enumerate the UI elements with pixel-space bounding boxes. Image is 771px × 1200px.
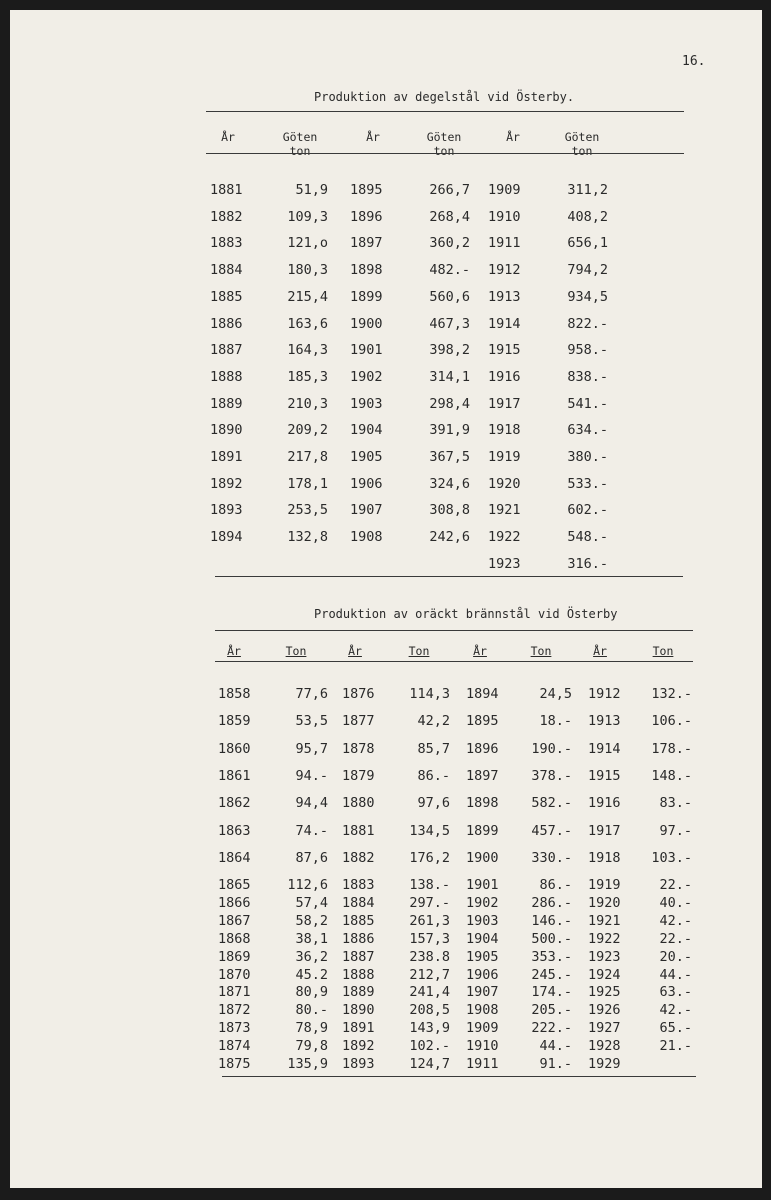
table1-cell: 1881 — [210, 182, 243, 198]
table1-cell: 533.- — [567, 475, 608, 492]
table2-cell: 1870 — [218, 966, 251, 983]
table2-cell: 1869 — [218, 948, 251, 965]
table1-cell: 314,1 — [429, 368, 470, 385]
table1-cell: 1888 — [210, 368, 243, 385]
table1-cell: 209,2 — [287, 422, 328, 439]
table2-cell: 1907 — [466, 984, 499, 1001]
table2-cell: 1889 — [342, 984, 375, 1001]
table1-cell: 164,3 — [287, 342, 328, 359]
table1-cell: 541.- — [567, 395, 608, 412]
table2-cell: 36,2 — [295, 948, 328, 965]
table2-cell: 106.- — [651, 713, 692, 730]
table1-cell: 1923 — [488, 555, 521, 572]
table1-cell: 242,6 — [429, 529, 470, 546]
table2-cell: 83.- — [659, 795, 692, 812]
table2-cell: 53,5 — [295, 713, 328, 730]
table1-cell: 634.- — [567, 422, 608, 439]
table2-cell: 94,4 — [295, 795, 328, 812]
table2-cell: 1861 — [218, 767, 251, 784]
table2-cell: 1901 — [466, 877, 499, 893]
table2-cell: 95,7 — [295, 740, 328, 757]
table1-cell: 1906 — [350, 475, 383, 492]
table2-cell: 1862 — [218, 795, 251, 812]
table1-cell: 1893 — [210, 502, 243, 519]
table2-cell: 286.- — [531, 894, 572, 911]
table2-cell: 1911 — [466, 1056, 499, 1072]
table1-cell: 794,2 — [567, 262, 608, 279]
table1-cell: 163,6 — [287, 315, 328, 332]
table1-cell: 408,2 — [567, 208, 608, 225]
table2-cell: 245.- — [531, 966, 572, 983]
table2-cell: 85,7 — [417, 740, 450, 757]
table2-cell: 1920 — [588, 894, 621, 911]
table2-title: Produktion av oräckt brännstål vid Österby — [314, 607, 618, 621]
table2-cell: 1904 — [466, 930, 499, 947]
table1-header-3-line2: ton — [433, 144, 455, 158]
table1-cell: 1885 — [210, 288, 243, 305]
table2-cell: 74.- — [295, 822, 328, 839]
table2-cell: 1867 — [218, 912, 251, 929]
table1-cell: 298,4 — [429, 395, 470, 412]
table2-cell: 1925 — [588, 984, 621, 1001]
table2-cell: 78,9 — [295, 1020, 328, 1037]
table2-cell: 1922 — [588, 930, 621, 947]
table1-cell: 215,4 — [287, 288, 328, 305]
table2-cell: 1872 — [218, 1002, 251, 1019]
table1-cell: 210,3 — [287, 395, 328, 412]
table1-cell: 1920 — [488, 475, 521, 492]
table2-header-label: Ton — [652, 644, 674, 658]
table1-cell: 1910 — [488, 208, 521, 225]
table2-cell: 146.- — [531, 912, 572, 929]
table2-cell: 58,2 — [295, 912, 328, 929]
table2-cell: 21.- — [659, 1038, 692, 1055]
table2-cell: 87,6 — [295, 849, 328, 866]
table2-cell: 190.- — [531, 740, 572, 757]
table1-cell: 1903 — [350, 395, 383, 412]
table1-cell: 1884 — [210, 262, 243, 279]
table2-cell: 91.- — [539, 1056, 572, 1072]
table2-cell: 205.- — [531, 1002, 572, 1019]
table2-cell: 24,5 — [539, 686, 572, 702]
table1-header-0-line1: År — [221, 130, 235, 144]
table2-cell: 44.- — [539, 1038, 572, 1055]
table2-cell: 1884 — [342, 894, 375, 911]
table2-cell: 1865 — [218, 877, 251, 893]
table1-cell: 51,9 — [295, 182, 328, 198]
table2-cell: 1863 — [218, 822, 251, 839]
table1-cell: 132,8 — [287, 529, 328, 546]
table1-cell: 121,o — [287, 235, 328, 252]
table2-header-label: År — [348, 644, 362, 658]
table2-cell: 1903 — [466, 912, 499, 929]
table1-cell: 838.- — [567, 368, 608, 385]
table1-cell: 1890 — [210, 422, 243, 439]
table1-cell: 560,6 — [429, 288, 470, 305]
table2-cell: 1877 — [342, 713, 375, 730]
table2-cell: 42.- — [659, 1002, 692, 1019]
table2-header-label: Ton — [408, 644, 430, 658]
table2-header-label: Ton — [285, 644, 307, 658]
table2-cell: 1858 — [218, 686, 251, 702]
table2-cell: 1919 — [588, 877, 621, 893]
page-number: 16. — [682, 54, 706, 69]
table2-cell: 1915 — [588, 767, 621, 784]
table2-cell: 1864 — [218, 849, 251, 866]
table2-cell: 174.- — [531, 984, 572, 1001]
table2-cell: 1887 — [342, 948, 375, 965]
table1-cell: 1900 — [350, 315, 383, 332]
table1-cell: 266,7 — [429, 182, 470, 198]
table1-title: Produktion av degelstål vid Österby. — [314, 90, 575, 104]
table2-cell: 42,2 — [417, 713, 450, 730]
table1-cell: 1883 — [210, 235, 243, 252]
table1-cell: 253,5 — [287, 502, 328, 519]
table1-cell: 602.- — [567, 502, 608, 519]
table2-cell: 241,4 — [409, 984, 450, 1001]
table1-header-5-line2: ton — [571, 144, 593, 158]
table2-cell: 148.- — [651, 767, 692, 784]
table2-cell: 1921 — [588, 912, 621, 929]
table2-cell: 238.8 — [409, 948, 450, 965]
table2-cell: 222.- — [531, 1020, 572, 1037]
table2-cell: 1896 — [466, 740, 499, 757]
table1-cell: 367,5 — [429, 449, 470, 465]
table2-cell: 1890 — [342, 1002, 375, 1019]
table1-cell: 217,8 — [287, 449, 328, 465]
table2-cell: 1892 — [342, 1038, 375, 1055]
document-page — [10, 10, 762, 1188]
table1-cell: 958.- — [567, 342, 608, 359]
table2-cell: 176,2 — [409, 849, 450, 866]
table2-header-7 — [633, 645, 693, 657]
table1-cell: 1896 — [350, 208, 383, 225]
table1-cell: 178,1 — [287, 475, 328, 492]
table2-header-6 — [570, 645, 630, 657]
table2-cell: 1900 — [466, 849, 499, 866]
table1-cell: 380.- — [567, 449, 608, 465]
table1-cell: 1908 — [350, 529, 383, 546]
table1-cell: 324,6 — [429, 475, 470, 492]
table1-cell: 1919 — [488, 449, 521, 465]
table2-cell: 1918 — [588, 849, 621, 866]
table2-cell: 86.- — [417, 767, 450, 784]
table1-cell: 1921 — [488, 502, 521, 519]
table2-cell: 1916 — [588, 795, 621, 812]
table1-header-1-line1: Göten — [282, 130, 318, 144]
table2-cell: 1908 — [466, 1002, 499, 1019]
table1-cell: 656,1 — [567, 235, 608, 252]
table2-cell: 1891 — [342, 1020, 375, 1037]
table2-cell: 143,9 — [409, 1020, 450, 1037]
table2-cell: 1879 — [342, 767, 375, 784]
table1-cell: 1913 — [488, 288, 521, 305]
table2-cell: 138.- — [409, 877, 450, 893]
table1-cell: 109,3 — [287, 208, 328, 225]
table2-cell: 582.- — [531, 795, 572, 812]
table2-cell: 94.- — [295, 767, 328, 784]
table2-cell: 378.- — [531, 767, 572, 784]
table1-cell: 1916 — [488, 368, 521, 385]
table1-cell: 1907 — [350, 502, 383, 519]
table2-cell: 97,6 — [417, 795, 450, 812]
table2-cell: 500.- — [531, 930, 572, 947]
table1-cell: 185,3 — [287, 368, 328, 385]
table2-cell: 114,3 — [409, 686, 450, 702]
table2-cell: 1895 — [466, 713, 499, 730]
table1-cell: 391,9 — [429, 422, 470, 439]
table2-cell: 1885 — [342, 912, 375, 929]
table2-header-5 — [511, 645, 571, 657]
table1-cell: 1892 — [210, 475, 243, 492]
table2-cell: 103.- — [651, 849, 692, 866]
table1-cell: 934,5 — [567, 288, 608, 305]
table2-cell: 44.- — [659, 966, 692, 983]
table1-cell: 1905 — [350, 449, 383, 465]
table1-cell: 1889 — [210, 395, 243, 412]
table2-cell: 1881 — [342, 822, 375, 839]
table2-cell: 1914 — [588, 740, 621, 757]
table2-cell: 1928 — [588, 1038, 621, 1055]
table2-top-rule — [215, 630, 693, 631]
table1-cell: 1914 — [488, 315, 521, 332]
table1-cell: 180,3 — [287, 262, 328, 279]
table1-header-5-line1: Göten — [564, 130, 600, 144]
table1-header-3-line1: Göten — [426, 130, 462, 144]
table1-header-1-line2: ton — [289, 144, 311, 158]
table2-cell: 1886 — [342, 930, 375, 947]
table1-cell: 1922 — [488, 529, 521, 546]
table1-cell: 1912 — [488, 262, 521, 279]
table2-header-rule — [215, 661, 693, 662]
table2-cell: 1927 — [588, 1020, 621, 1037]
table2-header-label: Ton — [530, 644, 552, 658]
table2-header-0 — [204, 645, 264, 657]
table2-cell: 1924 — [588, 966, 621, 983]
table2-cell: 135,9 — [287, 1056, 328, 1072]
table2-cell: 1898 — [466, 795, 499, 812]
table2-header-label: År — [593, 644, 607, 658]
table1-cell: 1902 — [350, 368, 383, 385]
table1-cell: 1882 — [210, 208, 243, 225]
table1-cell: 1909 — [488, 182, 521, 198]
table2-cell: 1902 — [466, 894, 499, 911]
table2-cell: 77,6 — [295, 686, 328, 702]
table2-cell: 134,5 — [409, 822, 450, 839]
table1-cell: 1895 — [350, 182, 383, 198]
table2-cell: 97.- — [659, 822, 692, 839]
table2-cell: 212,7 — [409, 966, 450, 983]
table2-cell: 79,8 — [295, 1038, 328, 1055]
table2-cell: 1866 — [218, 894, 251, 911]
table2-cell: 1912 — [588, 686, 621, 702]
table1-cell: 398,2 — [429, 342, 470, 359]
table2-cell: 22.- — [659, 930, 692, 947]
table2-cell: 45.2 — [295, 966, 328, 983]
table1-cell: 548.- — [567, 529, 608, 546]
table2-cell: 1878 — [342, 740, 375, 757]
table1-cell: 268,4 — [429, 208, 470, 225]
table1-top-rule — [206, 111, 684, 112]
table1-cell: 1911 — [488, 235, 521, 252]
table1-header-rule — [206, 153, 684, 154]
table2-cell: 132.- — [651, 686, 692, 702]
table1-cell: 311,2 — [567, 182, 608, 198]
table2-cell: 157,3 — [409, 930, 450, 947]
table2-cell: 1909 — [466, 1020, 499, 1037]
table2-cell: 1910 — [466, 1038, 499, 1055]
table2-header-2 — [325, 645, 385, 657]
table2-cell: 1899 — [466, 822, 499, 839]
table2-cell: 42.- — [659, 912, 692, 929]
table1-cell: 1891 — [210, 449, 243, 465]
table2-cell: 178.- — [651, 740, 692, 757]
table1-cell: 1915 — [488, 342, 521, 359]
table2-cell: 1859 — [218, 713, 251, 730]
table2-cell: 112,6 — [287, 877, 328, 893]
table2-header-label: År — [227, 644, 241, 658]
table2-cell: 1860 — [218, 740, 251, 757]
table2-header-4 — [450, 645, 510, 657]
table2-cell: 1880 — [342, 795, 375, 812]
table2-cell: 457.- — [531, 822, 572, 839]
table1-cell: 1894 — [210, 529, 243, 546]
table2-cell: 1882 — [342, 849, 375, 866]
table2-cell: 330.- — [531, 849, 572, 866]
table2-cell: 1875 — [218, 1056, 251, 1072]
table2-cell: 1906 — [466, 966, 499, 983]
table2-bottom-rule — [222, 1076, 696, 1077]
table2-cell: 63.- — [659, 984, 692, 1001]
table2-cell: 1926 — [588, 1002, 621, 1019]
table1-bottom-rule — [215, 576, 683, 577]
table2-cell: 102.- — [409, 1038, 450, 1055]
table2-cell: 57,4 — [295, 894, 328, 911]
table2-cell: 1871 — [218, 984, 251, 1001]
table2-header-label: År — [473, 644, 487, 658]
table2-cell: 1876 — [342, 686, 375, 702]
table2-cell: 65.- — [659, 1020, 692, 1037]
table2-cell: 1894 — [466, 686, 499, 702]
table1-cell: 360,2 — [429, 235, 470, 252]
table2-cell: 1883 — [342, 877, 375, 893]
table2-cell: 1913 — [588, 713, 621, 730]
table2-cell: 1929 — [588, 1056, 621, 1072]
table1-cell: 308,8 — [429, 502, 470, 519]
table2-cell: 124,7 — [409, 1056, 450, 1072]
table2-cell: 40.- — [659, 894, 692, 911]
table2-cell: 1893 — [342, 1056, 375, 1072]
table1-cell: 1897 — [350, 235, 383, 252]
table2-cell: 1905 — [466, 948, 499, 965]
table2-cell: 38,1 — [295, 930, 328, 947]
table2-cell: 18.- — [539, 713, 572, 730]
table2-cell: 297.- — [409, 894, 450, 911]
table1-header-2-line1: År — [366, 130, 380, 144]
table1-cell: 1899 — [350, 288, 383, 305]
table2-cell: 80,9 — [295, 984, 328, 1001]
table2-cell: 1873 — [218, 1020, 251, 1037]
table2-header-1 — [266, 645, 326, 657]
table2-cell: 1923 — [588, 948, 621, 965]
table1-header-4-line1: År — [506, 130, 520, 144]
table2-cell: 1888 — [342, 966, 375, 983]
table2-cell: 1917 — [588, 822, 621, 839]
table2-cell: 80.- — [295, 1002, 328, 1019]
table2-cell: 261,3 — [409, 912, 450, 929]
table2-cell: 22.- — [659, 877, 692, 893]
table2-cell: 208,5 — [409, 1002, 450, 1019]
table1-cell: 1918 — [488, 422, 521, 439]
table1-cell: 316.- — [567, 555, 608, 572]
table2-cell: 1874 — [218, 1038, 251, 1055]
table2-cell: 353.- — [531, 948, 572, 965]
table1-cell: 822.- — [567, 315, 608, 332]
table1-cell: 1886 — [210, 315, 243, 332]
table1-cell: 1898 — [350, 262, 383, 279]
table1-cell: 1887 — [210, 342, 243, 359]
table2-cell: 1868 — [218, 930, 251, 947]
table2-cell: 20.- — [659, 948, 692, 965]
table1-cell: 482.- — [429, 262, 470, 279]
table1-cell: 1901 — [350, 342, 383, 359]
table1-cell: 1904 — [350, 422, 383, 439]
table1-cell: 1917 — [488, 395, 521, 412]
table2-cell: 86.- — [539, 877, 572, 893]
table1-cell: 467,3 — [429, 315, 470, 332]
table2-header-3 — [389, 645, 449, 657]
table2-cell: 1897 — [466, 767, 499, 784]
